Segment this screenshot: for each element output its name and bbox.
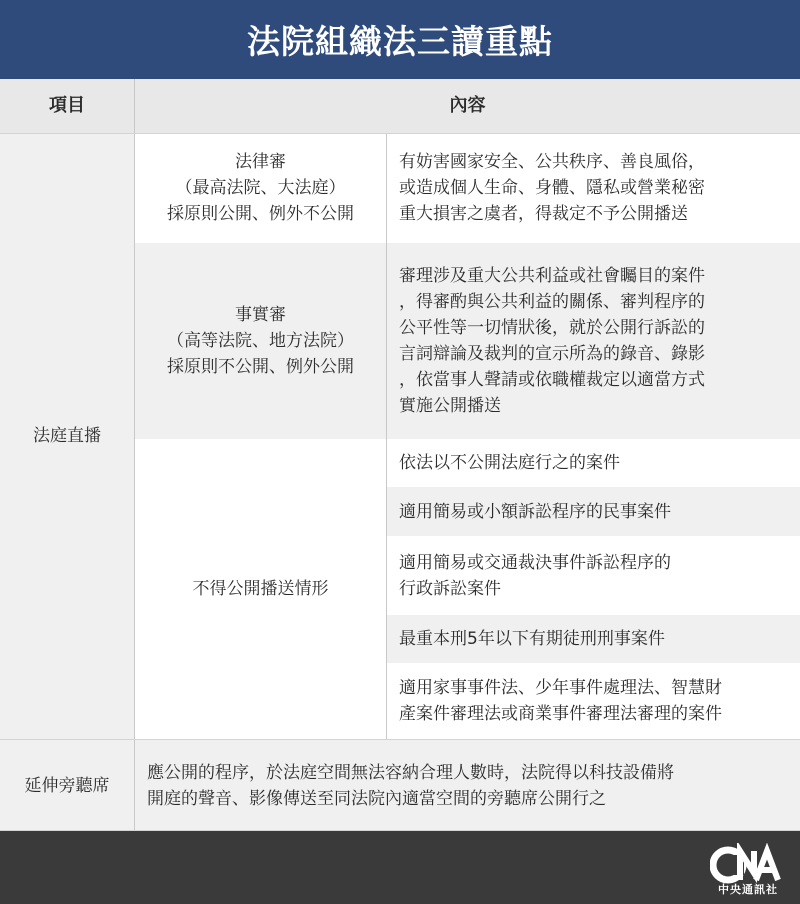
header-item: 項目 xyxy=(0,79,134,133)
prohibited-item: 適用簡易或小額訴訟程序的民事案件 xyxy=(387,487,800,536)
row-appellate-label: 法律審 （最高法院、大法庭） 採原則公開、例外不公開 xyxy=(135,133,386,243)
logo-text: 中央通訊社 xyxy=(718,883,778,896)
prohibited-item: 最重本刑5年以下有期徒刑刑事案件 xyxy=(387,615,800,663)
section-livestream-item: 法庭直播 xyxy=(0,133,134,739)
row-appellate-content: 有妨害國家安全、公共秩序、善良風俗， 或造成個人生命、身體、隱私或營業秘密 重大損害之虞者，得裁定不予公開播送 xyxy=(387,133,800,243)
section-overflow-seating-item: 延伸旁聽席 xyxy=(0,740,134,831)
footer xyxy=(0,831,800,904)
prohibited-item: 適用家事事件法、少年事件處理法、智慧財 產案件審理法或商業事件審理法審理的案件 xyxy=(387,663,800,739)
divider xyxy=(386,133,387,739)
divider xyxy=(134,79,135,831)
divider xyxy=(0,133,800,134)
divider xyxy=(0,739,800,740)
row-prohibited-label: 不得公開播送情形 xyxy=(135,439,386,739)
prohibited-item: 依法以不公開法庭行之的案件 xyxy=(387,439,800,487)
section-overflow-seating-content: 應公開的程序，於法庭空間無法容納合理人數時，法院得以科技設備將 開庭的聲音、影像傳送至同法院內適當空間的旁聽席公開行之 xyxy=(135,740,800,831)
content-table xyxy=(0,79,800,831)
page-title: 法院組織法三讀重點 xyxy=(247,22,553,61)
prohibited-item: 適用簡易或交通裁決事件訴訟程序的 行政訴訟案件 xyxy=(387,536,800,615)
row-factual-content: 審理涉及重大公共利益或社會矚目的案件 ，得審酌與公共利益的關係、審判程序的 公平性等一切情狀後，就於公開行訴訟的 言詞辯論及裁判的宣示所為的錄音、錄影 ，依當事人聲請或依職權裁定以適當方式 實施公開播送 xyxy=(387,243,800,439)
row-factual-label: 事實審 （高等法院、地方法院） 採原則不公開、例外公開 xyxy=(135,243,386,439)
title-bar xyxy=(0,0,800,79)
header-content: 內容 xyxy=(135,79,800,133)
